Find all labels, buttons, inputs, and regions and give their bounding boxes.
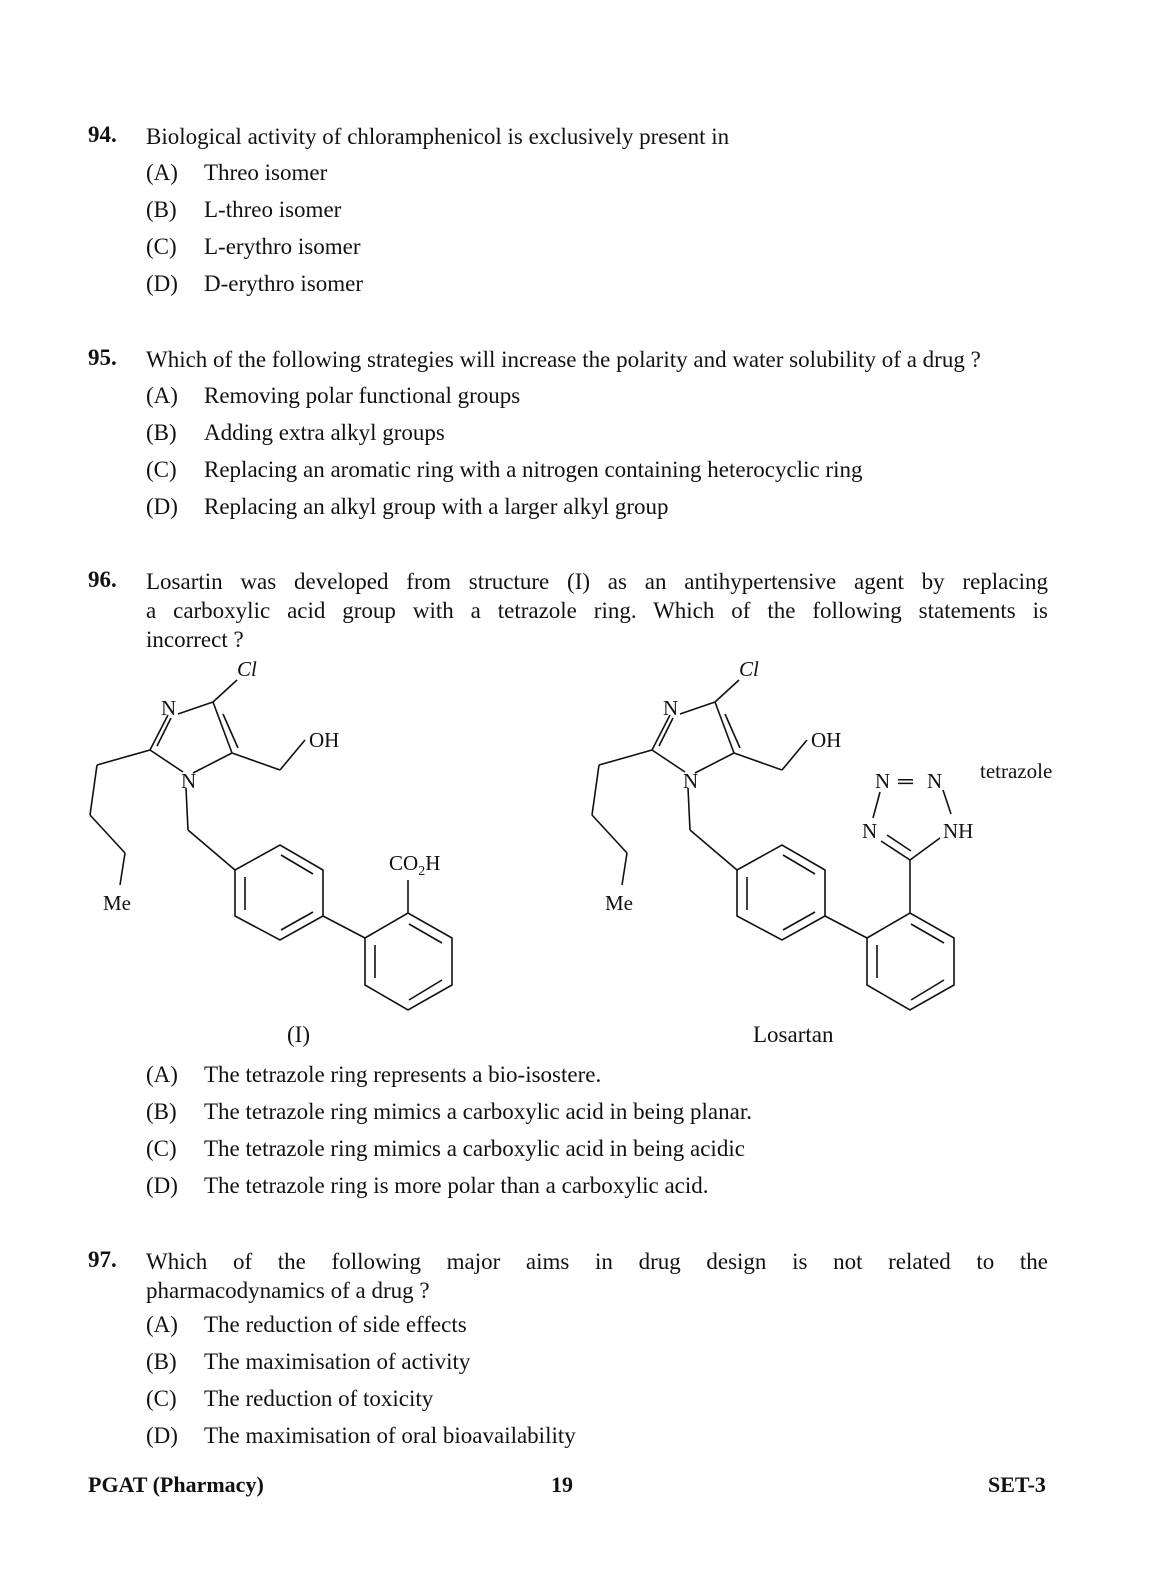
figure-caption-left: (I) <box>287 1022 310 1047</box>
nitrogen-label: N <box>663 696 679 720</box>
footer-page-number: 19 <box>551 1472 573 1497</box>
option-d: (D) The maximisation of oral bioavailability <box>146 1423 576 1448</box>
nitrogen-label: N <box>683 769 699 793</box>
option-d: (D) The tetrazole ring is more polar than a carboxylic acid. <box>146 1173 709 1198</box>
option-a: (A) The reduction of side effects <box>146 1312 467 1337</box>
question-text-line-2: pharmacodynamics of a drug ? <box>146 1278 430 1303</box>
option-c: (C) Replacing an aromatic ring with a nitrogen containing heterocyclic ring <box>146 457 863 482</box>
question-text: Biological activity of chloramphenicol is exclusively present in <box>146 124 730 149</box>
carboxylic-acid-label: $CO_2H$ <box>389 851 441 879</box>
option-b: (B) The tetrazole ring mimics a carboxylic acid in being planar. <box>146 1099 752 1124</box>
tetrazole-nitrogen-label: N <box>862 819 878 843</box>
option-b: (B) L-threo isomer <box>146 197 342 222</box>
option-d: (D) Replacing an alkyl group with a larger alkyl group <box>146 494 669 519</box>
option-a: (A) Threo isomer <box>146 160 328 185</box>
question-text-line-3: incorrect ? <box>146 627 244 652</box>
question-text-line-1: Which of the following major aims in drug design is not related to the <box>146 1249 1048 1274</box>
methyl-label: Me <box>103 891 131 915</box>
nitrogen-label: N <box>181 769 197 793</box>
question-text: Which of the following strategies will increase the polarity and water solubility of a drug ? <box>146 347 981 372</box>
question-text-line-2: a carboxylic acid group with a tetrazole ring. Which of the following statements is <box>146 598 1048 623</box>
option-d: (D) D-erythro isomer <box>146 271 364 296</box>
figure-caption-right: Losartan <box>753 1022 834 1047</box>
chlorine-label: Cl <box>237 660 257 681</box>
chlorine-label: Cl <box>739 660 759 681</box>
tetrazole-nitrogen-label: N <box>927 769 943 793</box>
hydroxyl-label: OH <box>309 728 340 752</box>
question-number: 94. <box>88 122 117 147</box>
option-b: (B) Adding extra alkyl groups <box>146 420 445 445</box>
tetrazole-annotation: tetrazole <box>980 759 1053 783</box>
option-c: (C) The tetrazole ring mimics a carboxylic acid in being acidic <box>146 1136 745 1161</box>
double-bond-glyph: ═ <box>898 769 913 793</box>
question-text-line-1: Losartin was developed from structure (I) as an antihypertensive agent by replacing <box>146 569 1048 594</box>
methyl-label: Me <box>605 891 633 915</box>
option-a: (A) The tetrazole ring represents a bio-isostere. <box>146 1062 602 1087</box>
footer-exam-name: PGAT (Pharmacy) <box>88 1472 264 1497</box>
option-b: (B) The maximisation of activity <box>146 1349 471 1374</box>
tetrazole-nitrogen-label: N <box>875 769 891 793</box>
structures-figure <box>85 660 1060 1020</box>
option-a: (A) Removing polar functional groups <box>146 383 521 408</box>
question-number: 96. <box>88 567 117 592</box>
tetrazole-nh-label: NH <box>943 819 974 843</box>
option-c: (C) The reduction of toxicity <box>146 1386 434 1411</box>
chemical-structures <box>85 660 1060 1020</box>
nitrogen-label: N <box>161 696 177 720</box>
hydroxyl-label: OH <box>811 728 842 752</box>
question-number: 97. <box>88 1247 117 1272</box>
footer-set-code: SET-3 <box>988 1472 1046 1497</box>
option-c: (C) L-erythro isomer <box>146 234 361 259</box>
question-number: 95. <box>88 345 117 370</box>
